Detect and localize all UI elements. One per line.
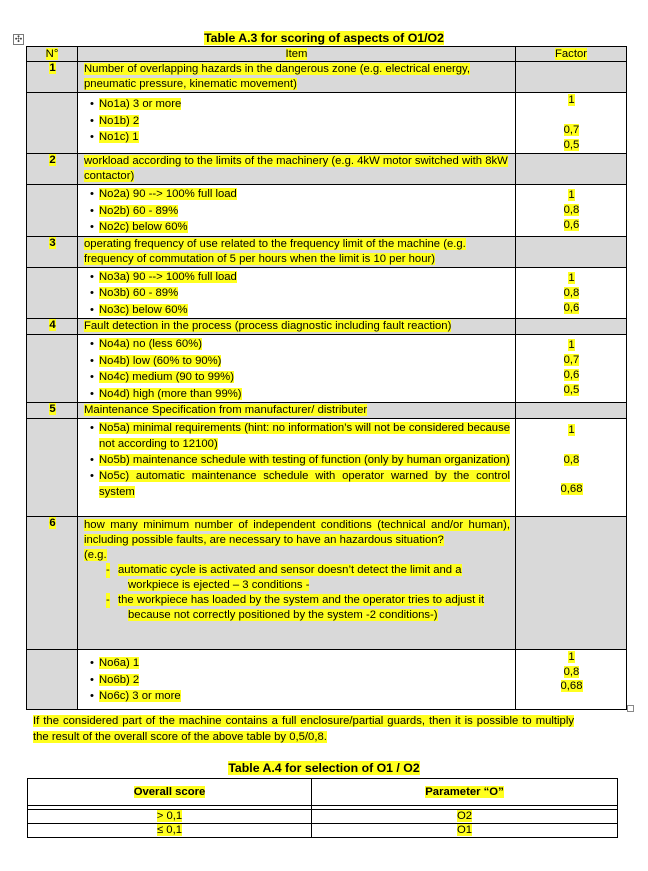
option-item: • No4a) no (less 60%) bbox=[90, 338, 202, 350]
factor-empty bbox=[516, 154, 627, 185]
options-cell bbox=[78, 419, 516, 517]
factor-cell: 1 0,7 0,6 0,5 bbox=[516, 335, 627, 403]
options-cell bbox=[78, 185, 516, 237]
row-number-empty bbox=[27, 267, 78, 319]
options-row bbox=[27, 650, 627, 710]
factor-cell: 1 0,8 0,6 bbox=[516, 267, 627, 319]
option-item: • No1a) 3 or more bbox=[90, 98, 182, 110]
options-cell bbox=[78, 650, 516, 710]
category-text: Maintenance Specification from manufacturer/ distributer bbox=[78, 403, 516, 419]
option-item: • No1b) 2 bbox=[90, 114, 140, 127]
option-item: • No6a) 1 bbox=[90, 657, 140, 669]
option-item: • No2b) 60 - 89% bbox=[90, 204, 179, 217]
row-number: 6 bbox=[27, 517, 78, 650]
options-cell bbox=[78, 93, 516, 154]
category-text: workload according to the limits of the machinery (e.g. 4kW motor switched with 8kW contactor) bbox=[78, 154, 516, 185]
factor-empty bbox=[516, 403, 627, 419]
overall-score-cell: > 0,1 bbox=[28, 810, 312, 824]
row-number-empty bbox=[27, 185, 78, 237]
option-item: • No4b) low (60% to 90%) bbox=[90, 354, 222, 367]
option-item: • No3a) 90 --> 100% full load bbox=[90, 270, 237, 283]
category-text: Number of overlapping hazards in the dangerous zone (e.g. electrical energy, pneumatic pressure, kinematic movement) bbox=[78, 62, 516, 93]
row-number: 4 bbox=[27, 319, 78, 335]
header-num: N° bbox=[27, 47, 78, 62]
header-item: Item bbox=[78, 47, 516, 62]
options-row bbox=[27, 185, 627, 237]
factor-cell: 1 0,8 0,6 bbox=[516, 185, 627, 237]
option-item: • No2c) below 60% bbox=[90, 221, 188, 233]
enclosure-note: If the considered part of the machine contains a full enclosure/partial guards, then it is possible to multiply the result of the overall score of the above table by 0,5/0,8. bbox=[33, 715, 574, 743]
category-row bbox=[27, 319, 627, 335]
options-cell bbox=[78, 267, 516, 319]
category-row bbox=[27, 62, 627, 93]
option-item: • No6b) 2 bbox=[90, 673, 140, 686]
row-number: 1 bbox=[27, 62, 78, 93]
category-row bbox=[27, 154, 627, 185]
category-row bbox=[27, 403, 627, 419]
option-item: • No2a) 90 --> 100% full load bbox=[90, 188, 237, 200]
header-overall-score: Overall score bbox=[28, 779, 312, 806]
table-header-row bbox=[28, 779, 618, 806]
table-row bbox=[28, 810, 618, 824]
option-item: • No6c) 3 or more bbox=[90, 690, 181, 702]
option-item: • No5a) minimal requirements (hint: no information’s will not be considered because not according to 12100) bbox=[90, 422, 510, 450]
table-header-row bbox=[27, 47, 627, 62]
example-item: - the workpiece has loaded by the system and the operator tries to adjust it because not correctly positioned by the system -2 conditions-) bbox=[106, 594, 485, 621]
header-parameter-o: Parameter “O” bbox=[312, 779, 618, 806]
category-row bbox=[27, 236, 627, 267]
category-text: operating frequency of use related to the frequency limit of the machine (e.g. frequency of commutation of 5 per hours when the limit is 10 per hour) bbox=[78, 236, 516, 267]
table-a4 bbox=[27, 778, 618, 838]
example-item: - automatic cycle is activated and sensor doesn’t detect the limit and a workpiece is ejected – 3 conditions - bbox=[106, 564, 462, 591]
category-row bbox=[27, 517, 627, 650]
option-item: • No5c) automatic maintenance schedule with operator warned by the control system bbox=[90, 470, 510, 498]
header-factor: Factor bbox=[516, 47, 627, 62]
options-row bbox=[27, 335, 627, 403]
row-number-empty bbox=[27, 335, 78, 403]
factor-cell: 1 0,8 0,68 bbox=[516, 650, 627, 710]
option-item: • No3c) below 60% bbox=[90, 303, 188, 316]
factor-empty bbox=[516, 236, 627, 267]
option-item: • No3b) 60 - 89% bbox=[90, 287, 179, 299]
overall-score-cell: ≤ 0,1 bbox=[28, 824, 312, 838]
category-text: Fault detection in the process (process diagnostic including fault reaction) bbox=[78, 319, 516, 335]
row-number: 5 bbox=[27, 403, 78, 419]
row-number: 2 bbox=[27, 154, 78, 185]
options-row bbox=[27, 93, 627, 154]
parameter-cell: O2 bbox=[312, 810, 618, 824]
options-row bbox=[27, 267, 627, 319]
factor-cell: 1 0,7 0,5 bbox=[516, 93, 627, 154]
option-item: • No4c) medium (90 to 99%) bbox=[90, 371, 234, 383]
options-cell bbox=[78, 335, 516, 403]
parameter-cell: O1 bbox=[312, 824, 618, 838]
options-row bbox=[27, 419, 627, 517]
factor-empty bbox=[516, 319, 627, 335]
table-a3 bbox=[26, 46, 627, 710]
table-move-handle-icon[interactable]: ✣ bbox=[14, 34, 23, 44]
factor-empty bbox=[516, 517, 627, 650]
row-number: 3 bbox=[27, 236, 78, 267]
table-row bbox=[28, 824, 618, 838]
option-item: • No4d) high (more than 99%) bbox=[90, 387, 242, 400]
option-item: • No5b) maintenance schedule with testing of function (only by human organization) bbox=[90, 454, 510, 466]
row-number-empty bbox=[27, 93, 78, 154]
row-number-empty bbox=[27, 650, 78, 710]
factor-empty bbox=[516, 62, 627, 93]
option-item: • No1c) 1 bbox=[90, 131, 139, 143]
table-resize-handle[interactable] bbox=[627, 705, 634, 712]
table-a4-title: Table A.4 for selection of O1 / O2 bbox=[228, 761, 420, 775]
row-number-empty bbox=[27, 419, 78, 517]
category-text: how many minimum number of independent conditions (technical and/or human), including possible faults, are necessary to have an hazardous situation? (e.g. - automatic cycle is activated and sensor doesn’t detect the limit and a workpiece is ejected – 3 conditions - - the workpiece has loaded by the system and the operator tries to adjust it because not correctly positioned by the system -2 conditions-) bbox=[78, 517, 516, 650]
factor-cell: 1 0,8 0,68 bbox=[516, 419, 627, 517]
table-a3-title: Table A.3 for scoring of aspects of O1/O2 bbox=[204, 31, 444, 45]
